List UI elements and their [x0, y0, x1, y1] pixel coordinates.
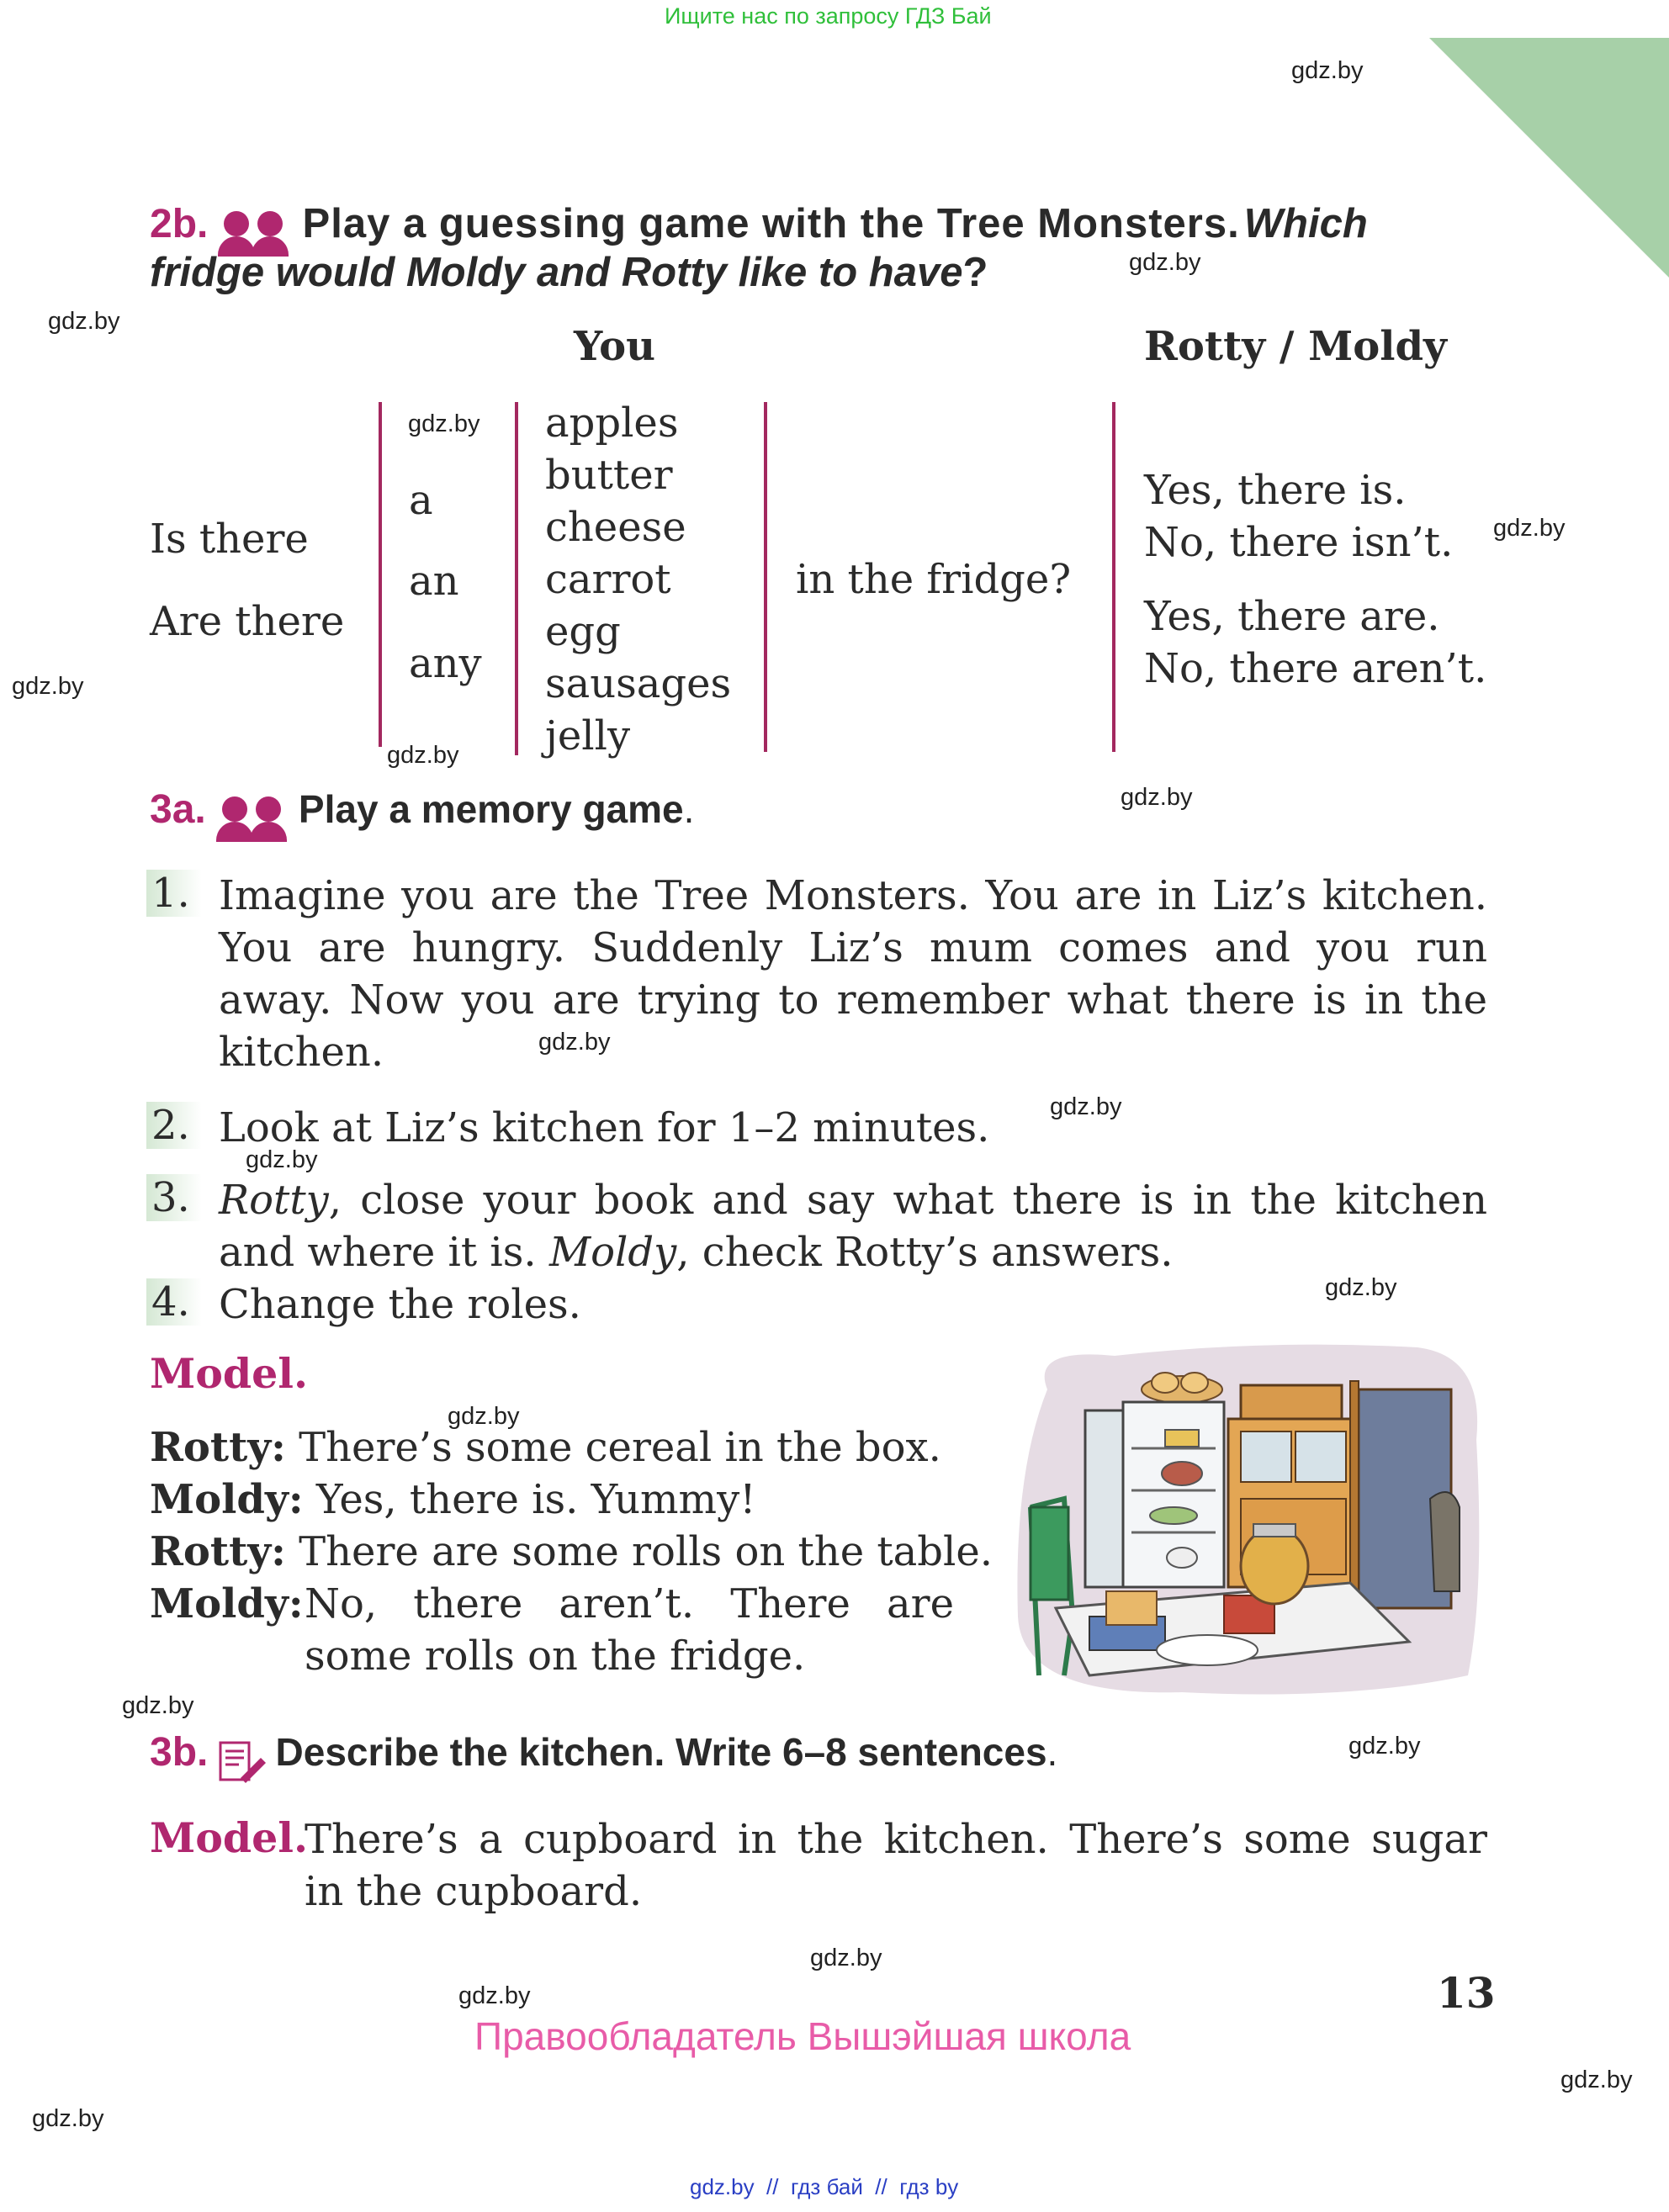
exercise-3a-heading: 3a. Play a memory game.	[150, 786, 694, 842]
watermark: gdz.by	[1325, 1274, 1397, 1301]
watermark: gdz.by	[538, 1029, 611, 1056]
dialogue-line: Rotty: There are some rolls on the table.	[150, 1528, 993, 1575]
food-item: sausages	[545, 660, 732, 707]
column-rotty-moldy: Rotty / Moldy	[1144, 323, 1447, 370]
exercise-2b-heading: 2b. Play a guessing game with the Tree Monsters. Which	[150, 200, 1487, 257]
food-item: cheese	[545, 504, 686, 551]
food-item: jelly	[545, 712, 631, 759]
table-divider	[1112, 402, 1115, 752]
exercise-3b-heading: 3b. Describe the kitchen. Write 6–8 sentences.	[150, 1729, 1057, 1785]
step-number: 1.	[146, 870, 202, 917]
watermark: gdz.by	[1050, 1093, 1122, 1120]
step-text: Imagine you are the Tree Monsters. You are in Liz’s kitchen. You are hungry. Suddenly Liz’s mum comes and you run away. Now you are trying to remember what there is in the kitchen.	[219, 872, 1487, 1076]
are-there: Are there	[150, 598, 345, 645]
dialogue-line: Moldy: Yes, there is. Yummy!	[150, 1476, 756, 1523]
answer: Yes, there is.	[1144, 467, 1407, 514]
dialogue-line: No, there aren’t. There are	[305, 1580, 954, 1627]
step-number: 2.	[146, 1102, 202, 1149]
table-divider	[515, 402, 518, 755]
food-item: carrot	[545, 556, 671, 603]
watermark: gdz.by	[32, 2105, 104, 2132]
kitchen-illustration	[1014, 1339, 1485, 1701]
food-item: butter	[545, 452, 673, 499]
exercise-number: 3a.	[150, 787, 206, 832]
in-the-fridge: in the fridge?	[796, 556, 1072, 603]
exercise-number: 3b.	[150, 1730, 209, 1775]
watermark: gdz.by	[1560, 2066, 1633, 2093]
is-there: Is there	[150, 516, 309, 563]
watermark: gdz.by	[1348, 1733, 1421, 1760]
article: an	[409, 558, 459, 605]
answer: Yes, there are.	[1144, 593, 1440, 640]
column-you: You	[574, 323, 656, 370]
watermark: gdz.by	[408, 410, 480, 437]
watermark: gdz.by	[122, 1692, 194, 1719]
food-item: apples	[545, 400, 679, 447]
watermark: gdz.by	[1493, 515, 1566, 542]
page-number: 13	[1437, 1968, 1496, 2018]
top-banner: Ищите нас по запросу ГДЗ Бай	[665, 3, 992, 29]
food-item: egg	[545, 608, 621, 655]
answer: No, there isn’t.	[1144, 519, 1454, 566]
step-text: Change the roles.	[219, 1281, 581, 1328]
step-number: 3.	[146, 1174, 202, 1221]
model-sentence: in the cupboard.	[305, 1868, 643, 1915]
step-number: 4.	[146, 1278, 202, 1326]
watermark: gdz.by	[810, 1945, 882, 1971]
article: a	[409, 477, 433, 524]
exercise-2b-question: fridge would Moldy and Rotty like to have?	[150, 250, 988, 295]
step-text: Look at Liz’s kitchen for 1–2 minutes.	[219, 1104, 990, 1151]
article: any	[409, 640, 482, 687]
watermark: gdz.by	[48, 308, 120, 335]
step-text: Rotty, close your book and say what there is in the kitchen and where it is. Moldy, check Rotty’s answers.	[219, 1177, 1487, 1276]
watermark: gdz.by	[448, 1403, 520, 1430]
watermark: gdz.by	[1129, 249, 1201, 276]
watermark: gdz.by	[387, 742, 459, 769]
watermark: gdz.by	[246, 1146, 318, 1173]
writing-icon	[215, 1739, 268, 1785]
answer: No, there aren’t.	[1144, 645, 1487, 692]
dialogue-line: some rolls on the fridge.	[305, 1633, 806, 1680]
pair-work-icon	[215, 796, 289, 842]
model-sentence: There’s a cupboard in the kitchen. There’s some sugar	[305, 1816, 1487, 1863]
watermark: gdz.by	[12, 673, 84, 700]
dialogue-line: Rotty: There’s some cereal in the box.	[150, 1424, 941, 1471]
table-divider	[379, 402, 382, 747]
table-divider	[764, 402, 767, 752]
dialogue-line: Moldy:	[150, 1580, 304, 1627]
footer-links[interactable]: gdz.by // гдз бай // гдз by	[690, 2174, 959, 2199]
watermark: gdz.by	[458, 1982, 531, 2009]
exercise-number: 2b.	[150, 202, 209, 246]
watermark: gdz.by	[1121, 784, 1193, 811]
model-label: Model.	[150, 1813, 309, 1862]
copyright-footer: Правообладатель Вышэйшая школа	[474, 2014, 1131, 2058]
watermark: gdz.by	[1291, 57, 1364, 84]
model-label: Model.	[150, 1349, 309, 1398]
